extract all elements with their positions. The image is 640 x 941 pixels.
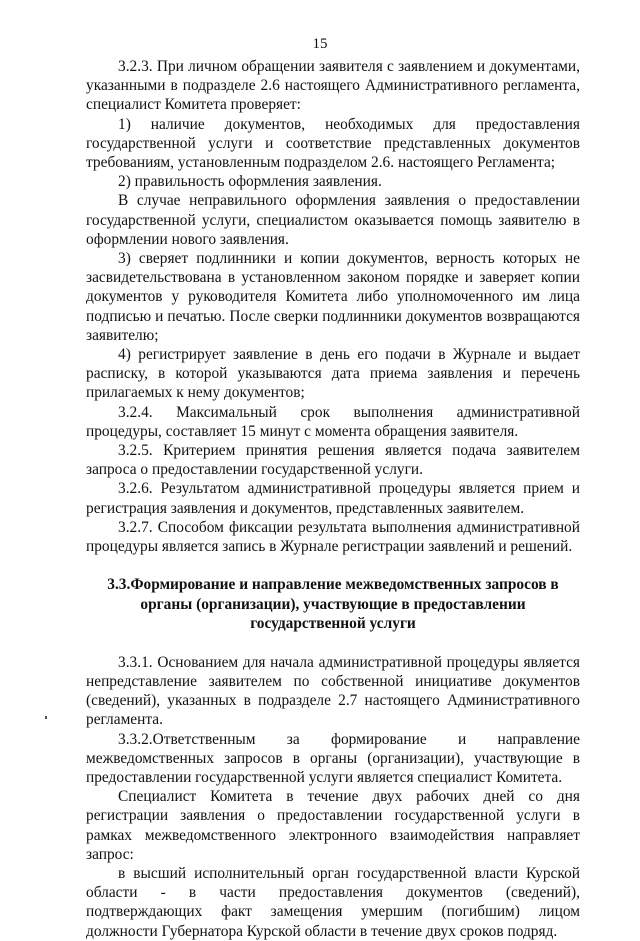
paragraph-3-2-4: 3.2.4. Максимальный срок выполнения административной процедуры, составляет 15 минут с момента обращения заявителя. — [86, 403, 580, 440]
paragraph-3-2-7: 3.2.7. Способом фиксации результата выполнения административной процедуры является запись в Журнале регистрации заявлений и решений. — [86, 518, 580, 556]
paragraph-governor-request: в высший исполнительный орган государственной власти Курской области - в части предоставления документов (сведений), подтверждающих факт замещения умершим (погибшим) лицом должности Губернатора Курской области в течение двух сроков подряд. — [86, 865, 580, 940]
paragraph-3-3-1: 3.3.1. Основанием для начала административной процедуры является непредставление заявителем по собственной инициативе документов (сведений), указанных в подразделе 2.7 настоящего Административного регламента. — [86, 653, 580, 729]
paragraph-3-2-3: 3.2.3. При личном обращении заявителя с заявлением и документами, указанными в подразделе 2.6 настоящего Административного регламента, специалист Комитета проверяет: — [86, 58, 580, 114]
paragraph-3-2-6: 3.2.6. Результатом административной процедуры является прием и регистрация заявления и документов, представленных заявителем. — [86, 480, 580, 517]
section-heading-3-3: 3.3.Формирование и направление межведомственных запросов в органы (организации), участвующие в предоставлении государственной услуги — [107, 576, 559, 633]
spacer — [86, 556, 580, 575]
paragraph-item-2: 2) правильность оформления заявления. — [118, 173, 382, 191]
paragraph-3-2-5: 3.2.5. Критерием принятия решения является подача заявителем запроса о предоставлении государственной услуги. — [86, 442, 580, 479]
margin-mark — [45, 716, 47, 719]
paragraph-incorrect-application: В случае неправильного оформления заявления о предоставлении государственной услуги, специалистом оказывается помощь заявителю в оформлении нового заявления. — [86, 192, 580, 248]
document-body — [86, 57, 580, 941]
paragraph-item-1: 1) наличие документов, необходимых для предоставления государственной услуги и соответствие представленных документов требованиям, установленным подразделом 2.6. настоящего Регламента; — [86, 115, 580, 172]
paragraph-item-4: 4) регистрирует заявление в день его подачи в Журнале и выдает расписку, в которой указываются дата приема заявления и перечень прилагаемых к нему документов; — [86, 346, 580, 402]
paragraph-specialist-request: Специалист Комитета в течение двух рабочих дней со дня регистрации заявления о предоставлении государственной услуги в рамках межведомственного электронного взаимодействия направляет запрос: — [86, 788, 580, 863]
paragraph-item-3: 3) сверяет подлинники и копии документов, верность которых не засвидетельствована в установленном законом порядке и заверяет копии документов у руководителя Комитета либо уполномоченного им лица подписью и печатью. После сверки подлинники документов возвращаются заявителю; — [86, 250, 580, 344]
paragraph-3-3-2: 3.3.2.Ответственным за формирование и направление межведомственных запросов в органы (организации), участвующие в предоставлении государственной услуги является специалист Комитета. — [86, 730, 580, 786]
page-number: 15 — [312, 36, 328, 52]
spacer — [86, 634, 580, 653]
